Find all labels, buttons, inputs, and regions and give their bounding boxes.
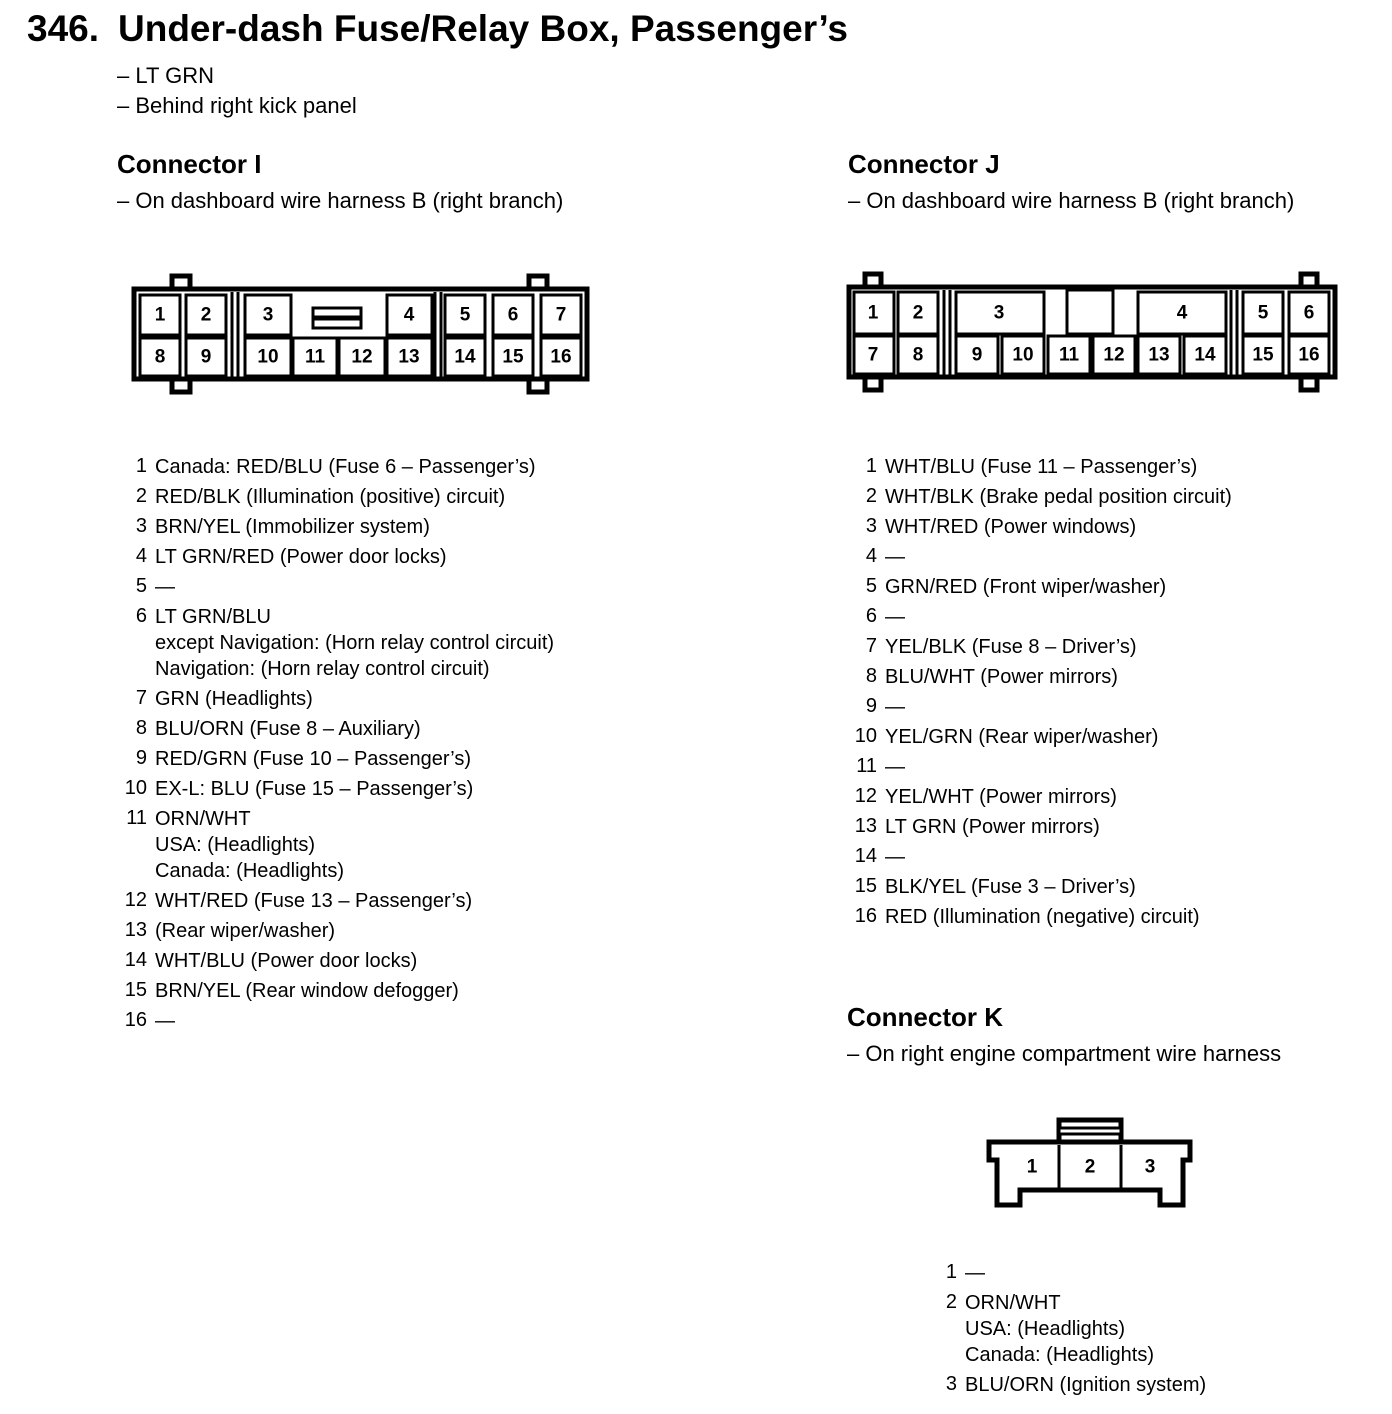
connector-i-pin-3-label: 3 [262, 304, 274, 326]
connector-j-pin-list [847, 452, 1367, 932]
pin-number: 10 [124, 777, 147, 799]
connector-j-location: – On dashboard wire harness B (right branch) [848, 188, 1295, 213]
pin-number: 3 [865, 515, 877, 537]
connector-j-pin-11-label: 11 [1058, 344, 1080, 366]
connector-k-pin-3-label: 3 [1144, 1156, 1156, 1178]
connector-k-pin-row [927, 1258, 1347, 1288]
pin-number: 14 [124, 949, 147, 971]
connector-j-pin-row [847, 752, 1367, 782]
connector-i-pin-9-label: 9 [200, 346, 212, 368]
pin-description: — [885, 846, 905, 868]
pin-number: 3 [135, 515, 147, 537]
connector-i-pin-12-label: 12 [351, 346, 373, 368]
connector-i-diagram [125, 270, 600, 400]
pin-description: YEL/GRN (Rear wiper/washer) [885, 726, 1159, 748]
connector-j-diagram [840, 268, 1340, 398]
connector-i-pin-8-label: 8 [154, 346, 166, 368]
connector-j-pin-row [847, 662, 1367, 692]
connector-i-pin-11-label: 11 [304, 346, 326, 368]
pin-number: 8 [135, 717, 147, 739]
pin-number: 15 [854, 875, 877, 897]
connector-i-pin-row [117, 946, 677, 976]
connector-i-pin-row [117, 1006, 677, 1036]
pin-description: YEL/BLK (Fuse 8 – Driver’s) [885, 636, 1137, 658]
pin-number: 3 [945, 1373, 957, 1395]
connector-i-pin-2-label: 2 [200, 304, 212, 326]
pin-description: LT GRN (Power mirrors) [885, 816, 1100, 838]
pin-number: 13 [124, 919, 147, 941]
pin-number: 1 [865, 455, 877, 477]
pin-description: GRN/RED (Front wiper/washer) [885, 576, 1167, 598]
pin-number: 8 [865, 665, 877, 687]
connector-i-pin-1-label: 1 [154, 304, 166, 326]
pin-description: ORN/WHT USA: (Headlights) Canada: (Headlights) [155, 808, 344, 882]
pin-number: 11 [126, 807, 147, 829]
connector-i-pin-row [117, 542, 677, 572]
connector-i-pin-6-label: 6 [507, 304, 519, 326]
pin-number: 9 [135, 747, 147, 769]
pin-description: WHT/BLU (Fuse 11 – Passenger’s) [885, 456, 1198, 478]
connector-i-pin-5-label: 5 [459, 304, 471, 326]
connector-i-pin-row [117, 482, 677, 512]
connector-j-pin-16-label: 16 [1298, 344, 1320, 366]
connector-i-pin-15-label: 15 [502, 346, 524, 368]
connector-i-location: – On dashboard wire harness B (right branch) [117, 188, 564, 213]
connector-j-pin-6-label: 6 [1303, 302, 1315, 324]
pin-description: EX-L: BLU (Fuse 15 – Passenger’s) [155, 778, 474, 800]
pin-description: WHT/BLK (Brake pedal position circuit) [885, 486, 1232, 508]
pin-description: YEL/WHT (Power mirrors) [885, 786, 1117, 808]
page-title [27, 8, 848, 50]
pin-description: BRN/YEL (Immobilizer system) [155, 516, 430, 538]
pin-number: 6 [865, 605, 877, 627]
pin-description: — [155, 1010, 175, 1032]
connector-j-pin-row [847, 722, 1367, 752]
connector-k-pin-1-label: 1 [1026, 1156, 1038, 1178]
connector-k-heading: Connector K [847, 1002, 1003, 1032]
connector-i-pin-row [117, 602, 677, 684]
connector-i-pin-row [117, 916, 677, 946]
color-note: – LT GRN [117, 63, 214, 88]
pin-number: 6 [135, 605, 147, 627]
connector-i-pin-row [117, 684, 677, 714]
connector-i-pin-13-label: 13 [398, 346, 420, 368]
pin-description: (Rear wiper/washer) [155, 920, 336, 942]
connector-j-pin-15-label: 15 [1252, 344, 1274, 366]
location-note: – Behind right kick panel [117, 93, 357, 118]
connector-k-location: – On right engine compartment wire harness [847, 1041, 1282, 1066]
pin-number: 4 [865, 545, 877, 567]
pin-description: GRN (Headlights) [155, 688, 313, 710]
connector-j-heading: Connector J [848, 149, 1000, 179]
connector-i-pin-row [117, 452, 677, 482]
connector-j-pin-7-label: 7 [867, 344, 879, 366]
connector-k-pin-2-label: 2 [1084, 1156, 1096, 1178]
pin-description: RED/BLK (Illumination (positive) circuit) [155, 486, 506, 508]
pin-number: 7 [135, 687, 147, 709]
connector-j-pin-5-label: 5 [1257, 302, 1269, 324]
section-title: Under-dash Fuse/Relay Box, Passenger’s [118, 8, 848, 49]
connector-i-pin-4-label: 4 [403, 304, 415, 326]
connector-k-diagram [980, 1110, 1200, 1215]
connector-i-pin-row [117, 744, 677, 774]
pin-number: 12 [854, 785, 877, 807]
connector-j-pin-row [847, 632, 1367, 662]
connector-j-pin-row [847, 902, 1367, 932]
pin-number: 5 [135, 575, 147, 597]
pin-number: 7 [865, 635, 877, 657]
pin-description: BLK/YEL (Fuse 3 – Driver’s) [885, 876, 1136, 898]
connector-j-pin-row [847, 542, 1367, 572]
connector-j-pin-row [847, 452, 1367, 482]
pin-number: 1 [945, 1261, 957, 1283]
pin-number: 4 [135, 545, 147, 567]
connector-j-pin-row [847, 842, 1367, 872]
pin-number: 2 [945, 1291, 957, 1313]
connector-k-pin-row [927, 1288, 1347, 1370]
pin-number: 16 [854, 905, 877, 927]
pin-description: — [155, 576, 175, 598]
connector-i-pin-list [117, 452, 677, 1036]
connector-j-pin-row [847, 812, 1367, 842]
connector-i-pin-7-label: 7 [555, 304, 567, 326]
pin-number: 10 [854, 725, 877, 747]
pin-number: 12 [124, 889, 147, 911]
pin-number: 13 [854, 815, 877, 837]
connector-j-pin-10-label: 10 [1012, 344, 1034, 366]
pin-description: WHT/BLU (Power door locks) [155, 950, 418, 972]
connector-j-pin-9-label: 9 [971, 344, 983, 366]
connector-j-pin-13-label: 13 [1148, 344, 1170, 366]
pin-description: — [885, 546, 905, 568]
pin-description: — [965, 1262, 985, 1284]
pin-description: Canada: RED/BLU (Fuse 6 – Passenger’s) [155, 456, 536, 478]
connector-i-pin-row [117, 804, 677, 886]
pin-description: BRN/YEL (Rear window defogger) [155, 980, 459, 1002]
connector-i-pin-row [117, 976, 677, 1006]
connector-i-pin-10-label: 10 [257, 346, 279, 368]
section-number: 346. [27, 8, 100, 49]
pin-description: — [885, 606, 905, 628]
pin-number: 15 [124, 979, 147, 1001]
pin-description: RED/GRN (Fuse 10 – Passenger’s) [155, 748, 472, 770]
connector-i-heading: Connector I [117, 149, 262, 179]
connector-j-pin-4-label: 4 [1176, 302, 1188, 324]
connector-i-pin-row [117, 714, 677, 744]
pin-description: LT GRN/BLU except Navigation: (Horn relay control circuit) Navigation: (Horn relay control circuit) [155, 606, 555, 680]
connector-j-pin-row [847, 572, 1367, 602]
pin-description: WHT/RED (Fuse 13 – Passenger’s) [155, 890, 473, 912]
pin-description: BLU/ORN (Fuse 8 – Auxiliary) [155, 718, 421, 740]
connector-j-pin-8-label: 8 [912, 344, 924, 366]
connector-k-pin-list [927, 1258, 1347, 1400]
pin-number: 2 [135, 485, 147, 507]
connector-j-pin-row [847, 872, 1367, 902]
pin-description: RED (Illumination (negative) circuit) [885, 906, 1200, 928]
pin-number: 14 [854, 845, 877, 867]
connector-i-pin-16-label: 16 [550, 346, 572, 368]
connector-j-pin-1-label: 1 [867, 302, 879, 324]
pin-description: — [885, 756, 905, 778]
pin-description: WHT/RED (Power windows) [885, 516, 1137, 538]
pin-description: — [885, 696, 905, 718]
pin-number: 5 [865, 575, 877, 597]
connector-i-pin-row [117, 886, 677, 916]
connector-i-pin-row [117, 774, 677, 804]
connector-i-pin-row [117, 572, 677, 602]
connector-j-pin-row [847, 482, 1367, 512]
pin-description: LT GRN/RED (Power door locks) [155, 546, 447, 568]
pin-description: ORN/WHT USA: (Headlights) Canada: (Headlights) [965, 1292, 1154, 1366]
connector-j-pin-2-label: 2 [912, 302, 924, 324]
connector-i-pin-row [117, 512, 677, 542]
connector-j-pin-row [847, 692, 1367, 722]
connector-j-pin-3-label: 3 [993, 302, 1005, 324]
connector-j-pin-14-label: 14 [1194, 344, 1216, 366]
connector-j-pin-row [847, 512, 1367, 542]
connector-j-pin-row [847, 602, 1367, 632]
pin-number: 11 [856, 755, 877, 777]
pin-description: BLU/ORN (Ignition system) [965, 1374, 1207, 1396]
connector-i-pin-14-label: 14 [454, 346, 476, 368]
pin-number: 9 [865, 695, 877, 717]
connector-j-pin-12-label: 12 [1103, 344, 1125, 366]
pin-number: 1 [135, 455, 147, 477]
connector-j-pin-row [847, 782, 1367, 812]
pin-number: 16 [124, 1009, 147, 1031]
connector-k-pin-row [927, 1370, 1347, 1400]
pin-description: BLU/WHT (Power mirrors) [885, 666, 1118, 688]
pin-number: 2 [865, 485, 877, 507]
